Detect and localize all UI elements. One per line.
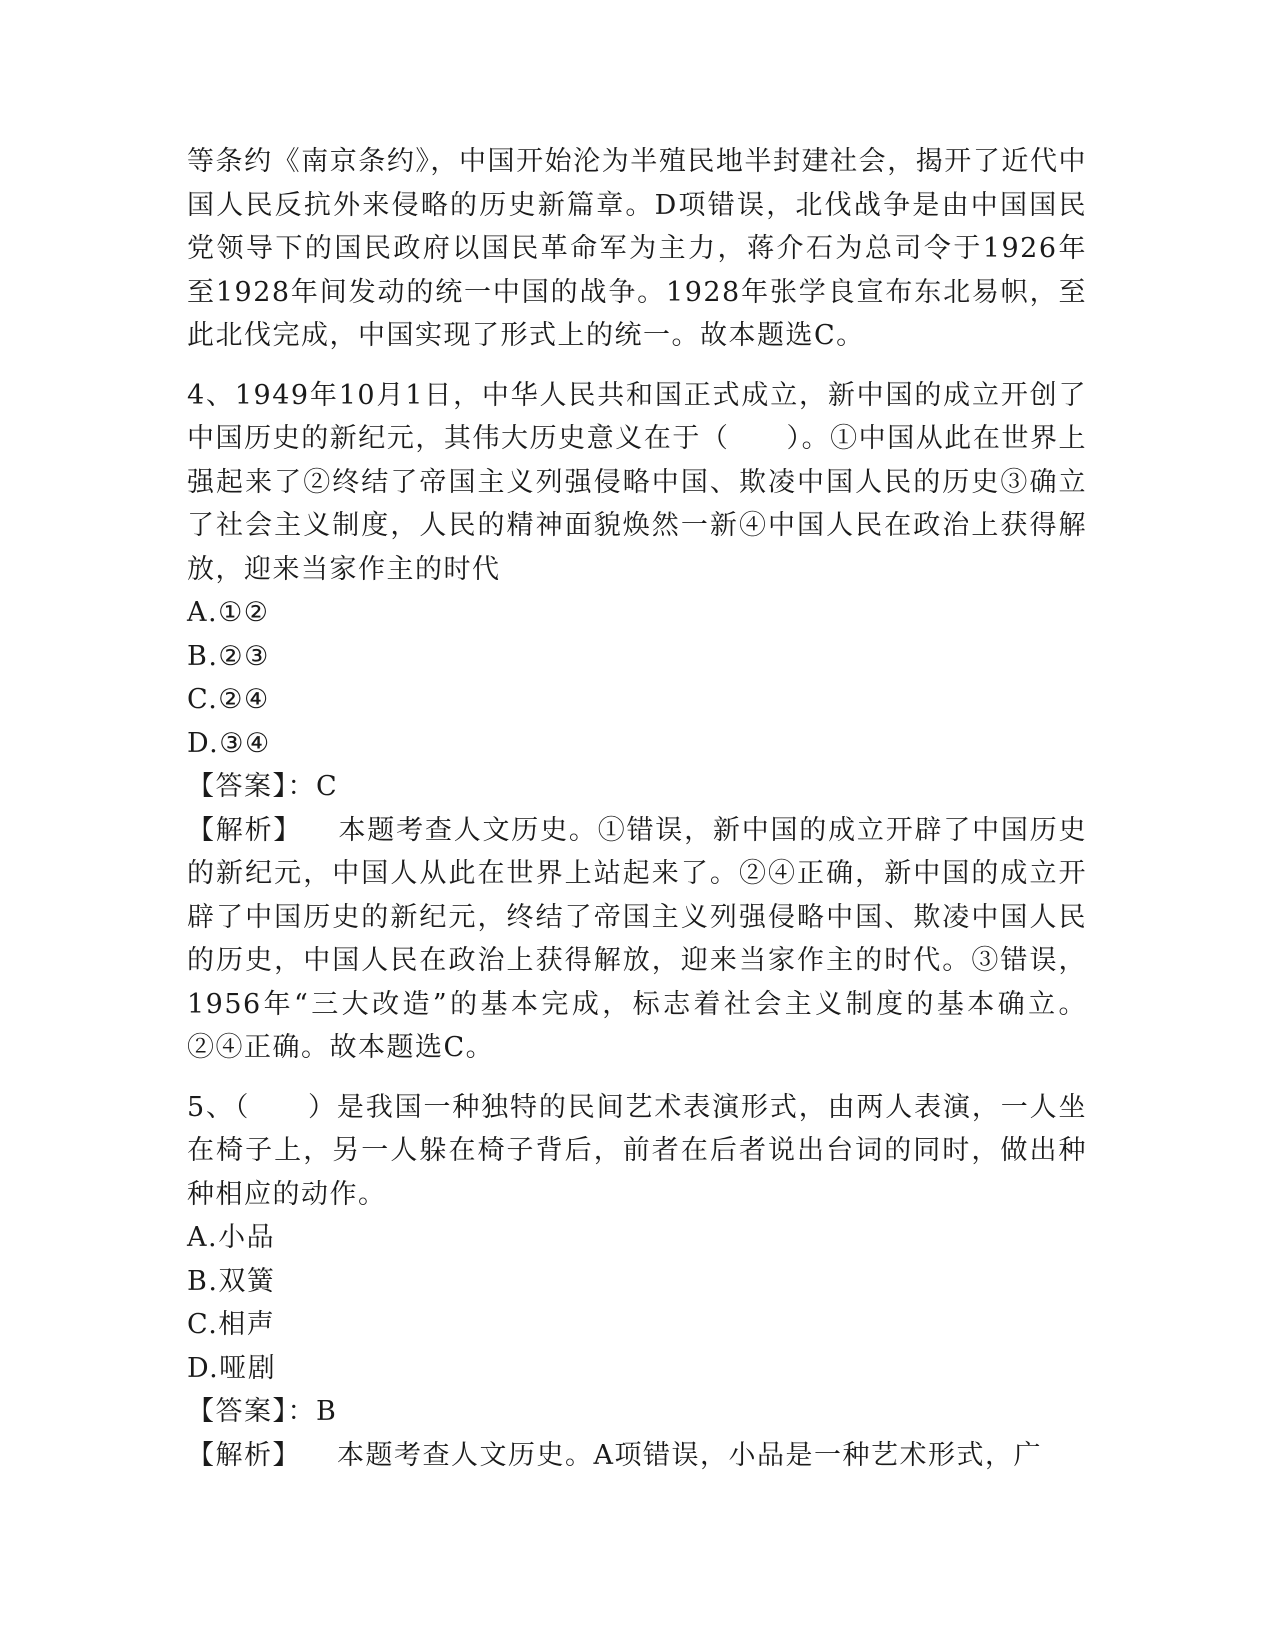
question-5-option-d: D.哑剧	[187, 1352, 277, 1384]
document-body	[187, 140, 1087, 1477]
question-5-option-c: C.相声	[187, 1309, 276, 1340]
question-5-stem: 5、（ ）是我国一种独特的民间艺术表演形式，由两人表演，一人坐在椅子上，另一人躲在椅子背后，前者在后者说出台词的同时，做出种种相应的动作。	[187, 1091, 1087, 1210]
question-5	[187, 1086, 1087, 1478]
analysis-text: 本题考查人文历史。A项错误，小品是一种艺术形式，广	[337, 1439, 1042, 1471]
question-5-option-b: B.双簧	[187, 1265, 276, 1297]
question-4-analysis	[187, 809, 1087, 1070]
answer-label: 【答案】：	[187, 771, 316, 802]
question-5-option-a: A.小品	[187, 1222, 276, 1253]
question-4-stem: 4、1949年10月1日，中华人民共和国正式成立，新中国的成立开创了中国历史的新纪元，其伟大历史意义在于（ ）。①中国从此在世界上强起来了②终结了帝国主义列强侵略中国、欺凌中国人民的历史③确立了社会主义制度，人民的精神面貌焕然一新④中国人民在政治上获得解放，迎来当家作主的时代	[187, 379, 1087, 585]
answer-label: 【答案】：	[187, 1396, 316, 1427]
question-4-option-a: A.①②	[187, 597, 270, 628]
question-4-option-b: B.②③	[187, 640, 270, 672]
question-4-option-c: C.②④	[187, 684, 270, 715]
question-5-analysis	[187, 1434, 1087, 1478]
answer-value: C	[316, 771, 339, 802]
analysis-label: 【解析】	[187, 1439, 301, 1471]
analysis-label: 【解析】	[187, 814, 303, 846]
question-4-answer	[187, 765, 1087, 809]
question-5-answer	[187, 1390, 1087, 1434]
answer-value: B	[316, 1396, 338, 1427]
question-4	[187, 374, 1087, 1070]
question-4-option-d: D.③④	[187, 727, 271, 759]
analysis-text: 本题考查人文历史。①错误，新中国的成立开辟了中国历史的新纪元，中国人从此在世界上站起来了。②④正确，新中国的成立开辟了中国历史的新纪元，终结了帝国主义列强侵略中国、欺凌中国人民的历史，中国人民在政治上获得解放，迎来当家作主的时代。③错误，1956年“三大改造”的基本完成，标志着社会主义制度的基本确立。②④正确。故本题选C。	[187, 814, 1088, 1063]
continuation-paragraph: 等条约《南京条约》，中国开始沦为半殖民地半封建社会，揭开了近代中国人民反抗外来侵略的历史新篇章。D项错误，北伐战争是由中国国民党领导下的国民政府以国民革命军为主力，蒋介石为总司令于1926年至1928年间发动的统一中国的战争。1928年张学良宣布东北易帜，至此北伐完成，中国实现了形式上的统一。故本题选C。	[187, 146, 1087, 351]
